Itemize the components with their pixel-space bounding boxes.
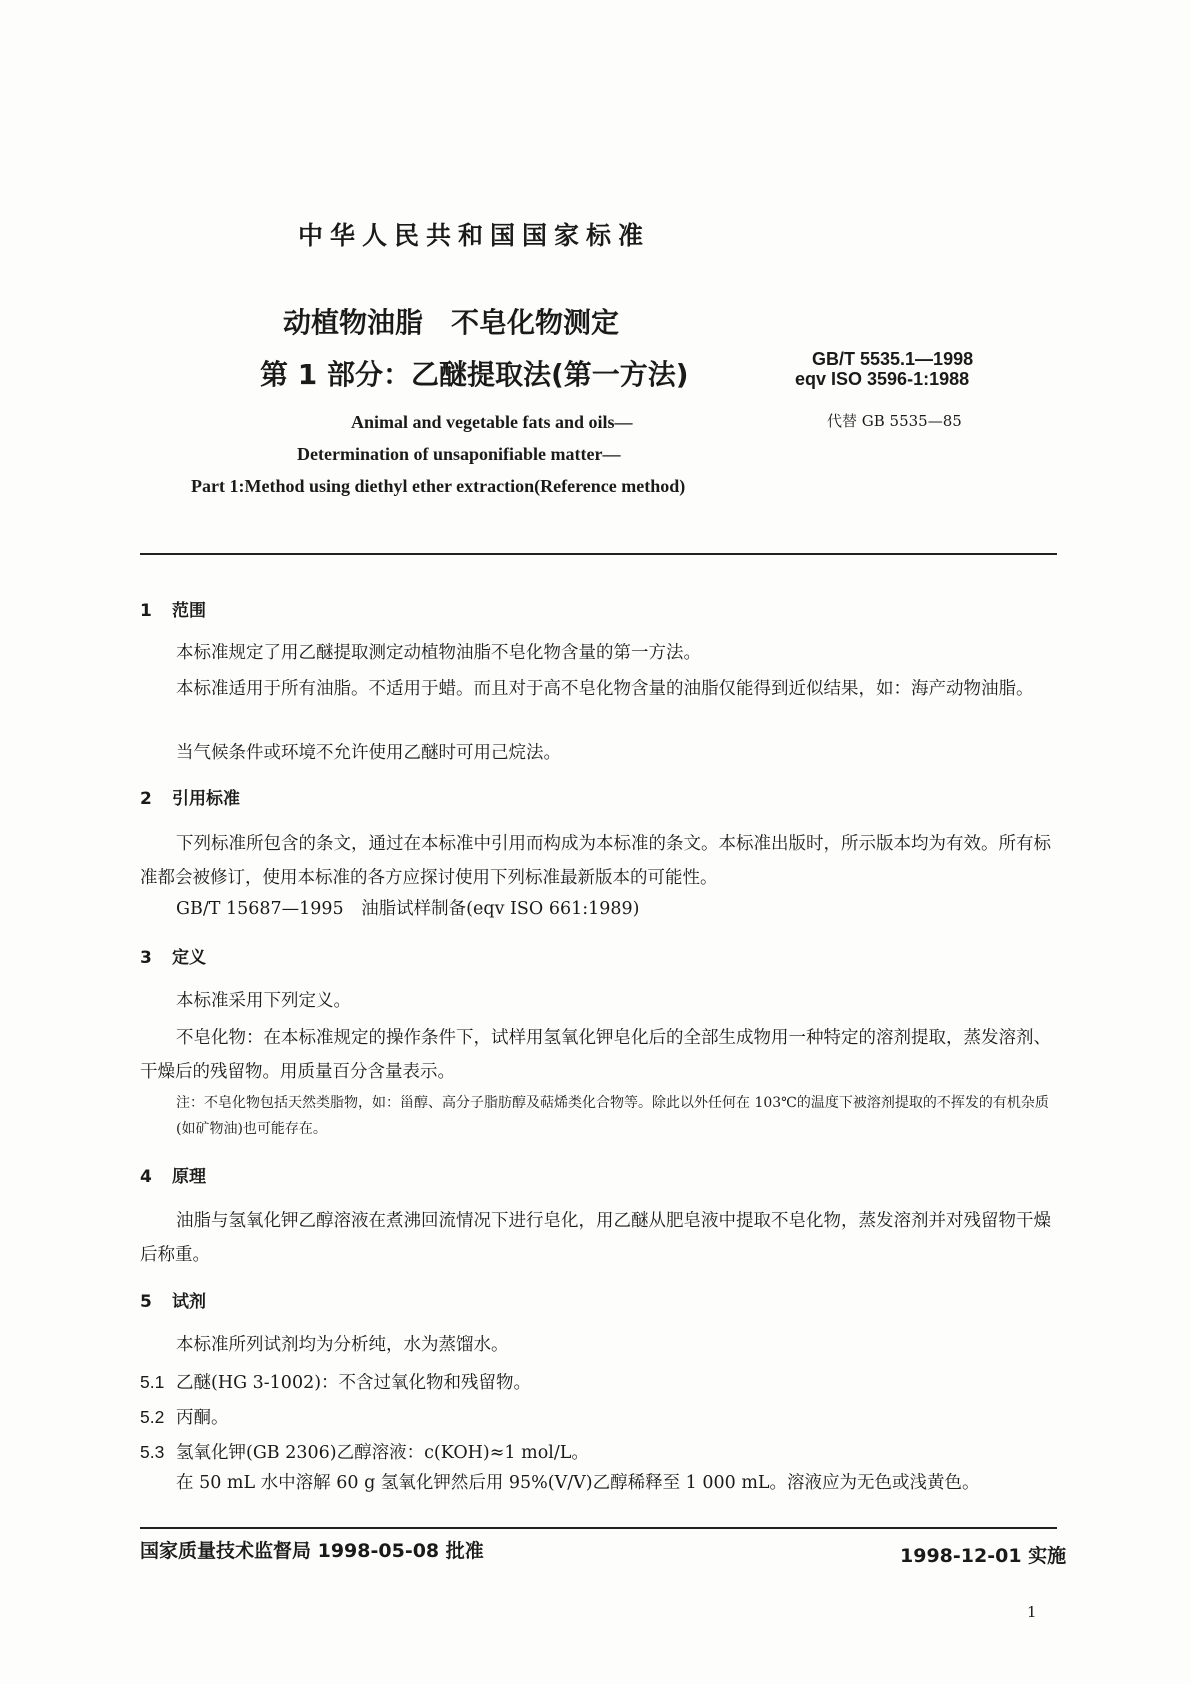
- section-2-heading: [140, 784, 240, 809]
- paragraph: 本标准适用于所有油脂。不适用于蜡。而且对于高不皂化物含量的油脂仅能得到近似结果，如：海产动物油脂。: [176, 679, 1034, 699]
- section-title: 试剂: [172, 1292, 206, 1312]
- paragraph: 本标准所列试剂均为分析纯，水为蒸馏水。: [176, 1335, 509, 1355]
- reagent-item: [140, 1404, 229, 1429]
- national-standard-heading: 中华人民共和国国家标准: [298, 221, 651, 250]
- english-title-line-1: Animal and vegetable fats and oils—: [351, 412, 633, 432]
- section-4-heading: [140, 1162, 206, 1187]
- implementation-date: 1998-12-01 实施: [900, 1545, 1067, 1567]
- section-1-heading: [140, 596, 206, 621]
- item-number: 5.1: [140, 1372, 165, 1392]
- paragraph: 本标准采用下列定义。: [176, 991, 351, 1011]
- paragraph: 当气候条件或环境不允许使用乙醚时可用己烷法。: [176, 743, 561, 763]
- reagent-item: [140, 1369, 531, 1394]
- section-title: 范围: [172, 601, 206, 621]
- header-divider: [140, 553, 1057, 555]
- section-3-heading: [140, 943, 206, 968]
- section-number: 5: [140, 1292, 152, 1312]
- section-number: 3: [140, 948, 152, 968]
- note: 注：不皂化物包括天然类脂物，如：甾醇、高分子脂肪醇及萜烯类化合物等。除此以外任何在 103℃的温度下被溶剂提取的不挥发的有机杂质(如矿物油)也可能存在。: [176, 1095, 1049, 1137]
- title-line-1: 动植物油脂 不皂化物测定: [283, 306, 620, 339]
- section-title: 定义: [172, 948, 206, 968]
- item-text: 丙酮。: [176, 1408, 229, 1428]
- approval-line: 国家质量技术监督局 1998-05-08 批准: [140, 1540, 484, 1562]
- reagent-item: [140, 1439, 589, 1464]
- paragraph: 本标准规定了用乙醚提取测定动植物油脂不皂化物含量的第一方法。: [176, 643, 701, 663]
- english-title-line-3: Part 1:Method using diethyl ether extraction(Reference method): [191, 476, 686, 496]
- reference-standard: GB/T 15687—1995 油脂试样制备(eqv ISO 661:1989): [176, 899, 640, 919]
- item-text: 氢氧化钾(GB 2306)乙醇溶液：c(KOH)≈1 mol/L。: [176, 1443, 589, 1463]
- equivalent-standard: eqv ISO 3596-1:1988: [795, 369, 970, 389]
- definition-paragraph: 不皂化物：在本标准规定的操作条件下，试样用氢氧化钾皂化后的全部生成物用一种特定的溶剂提取，蒸发溶剂、干燥后的残留物。用质量百分含量表示。: [140, 1028, 1051, 1082]
- section-5-heading: [140, 1287, 206, 1312]
- english-title-line-2: Determination of unsaponifiable matter—: [297, 444, 621, 464]
- replaces-standard: 代替 GB 5535—85: [827, 412, 962, 430]
- item-text: 乙醚(HG 3-1002)：不含过氧化物和残留物。: [176, 1373, 532, 1393]
- paragraph: 油脂与氢氧化钾乙醇溶液在煮沸回流情况下进行皂化，用乙醚从肥皂液中提取不皂化物，蒸发溶剂并对残留物干燥后称重。: [140, 1211, 1051, 1265]
- section-number: 1: [140, 601, 152, 621]
- paragraph: 在 50 mL 水中溶解 60 g 氢氧化钾然后用 95%(V/V)乙醇稀释至 1 000 mL。溶液应为无色或浅黄色。: [176, 1473, 980, 1493]
- section-title: 原理: [172, 1167, 206, 1187]
- page-number: 1: [1027, 1603, 1037, 1621]
- title-line-2: 第 1 部分：乙醚提取法(第一方法): [260, 358, 689, 391]
- paragraph: 下列标准所包含的条文，通过在本标准中引用而构成为本标准的条文。本标准出版时，所示版本均为有效。所有标准都会被修订，使用本标准的各方应探讨使用下列标准最新版本的可能性。: [140, 834, 1051, 888]
- section-number: 2: [140, 789, 152, 809]
- section-number: 4: [140, 1167, 152, 1187]
- footer-divider: [140, 1527, 1057, 1529]
- item-number: 5.2: [140, 1407, 165, 1427]
- section-title: 引用标准: [172, 789, 240, 809]
- standard-code: GB/T 5535.1—1998: [812, 349, 974, 369]
- item-number: 5.3: [140, 1442, 165, 1462]
